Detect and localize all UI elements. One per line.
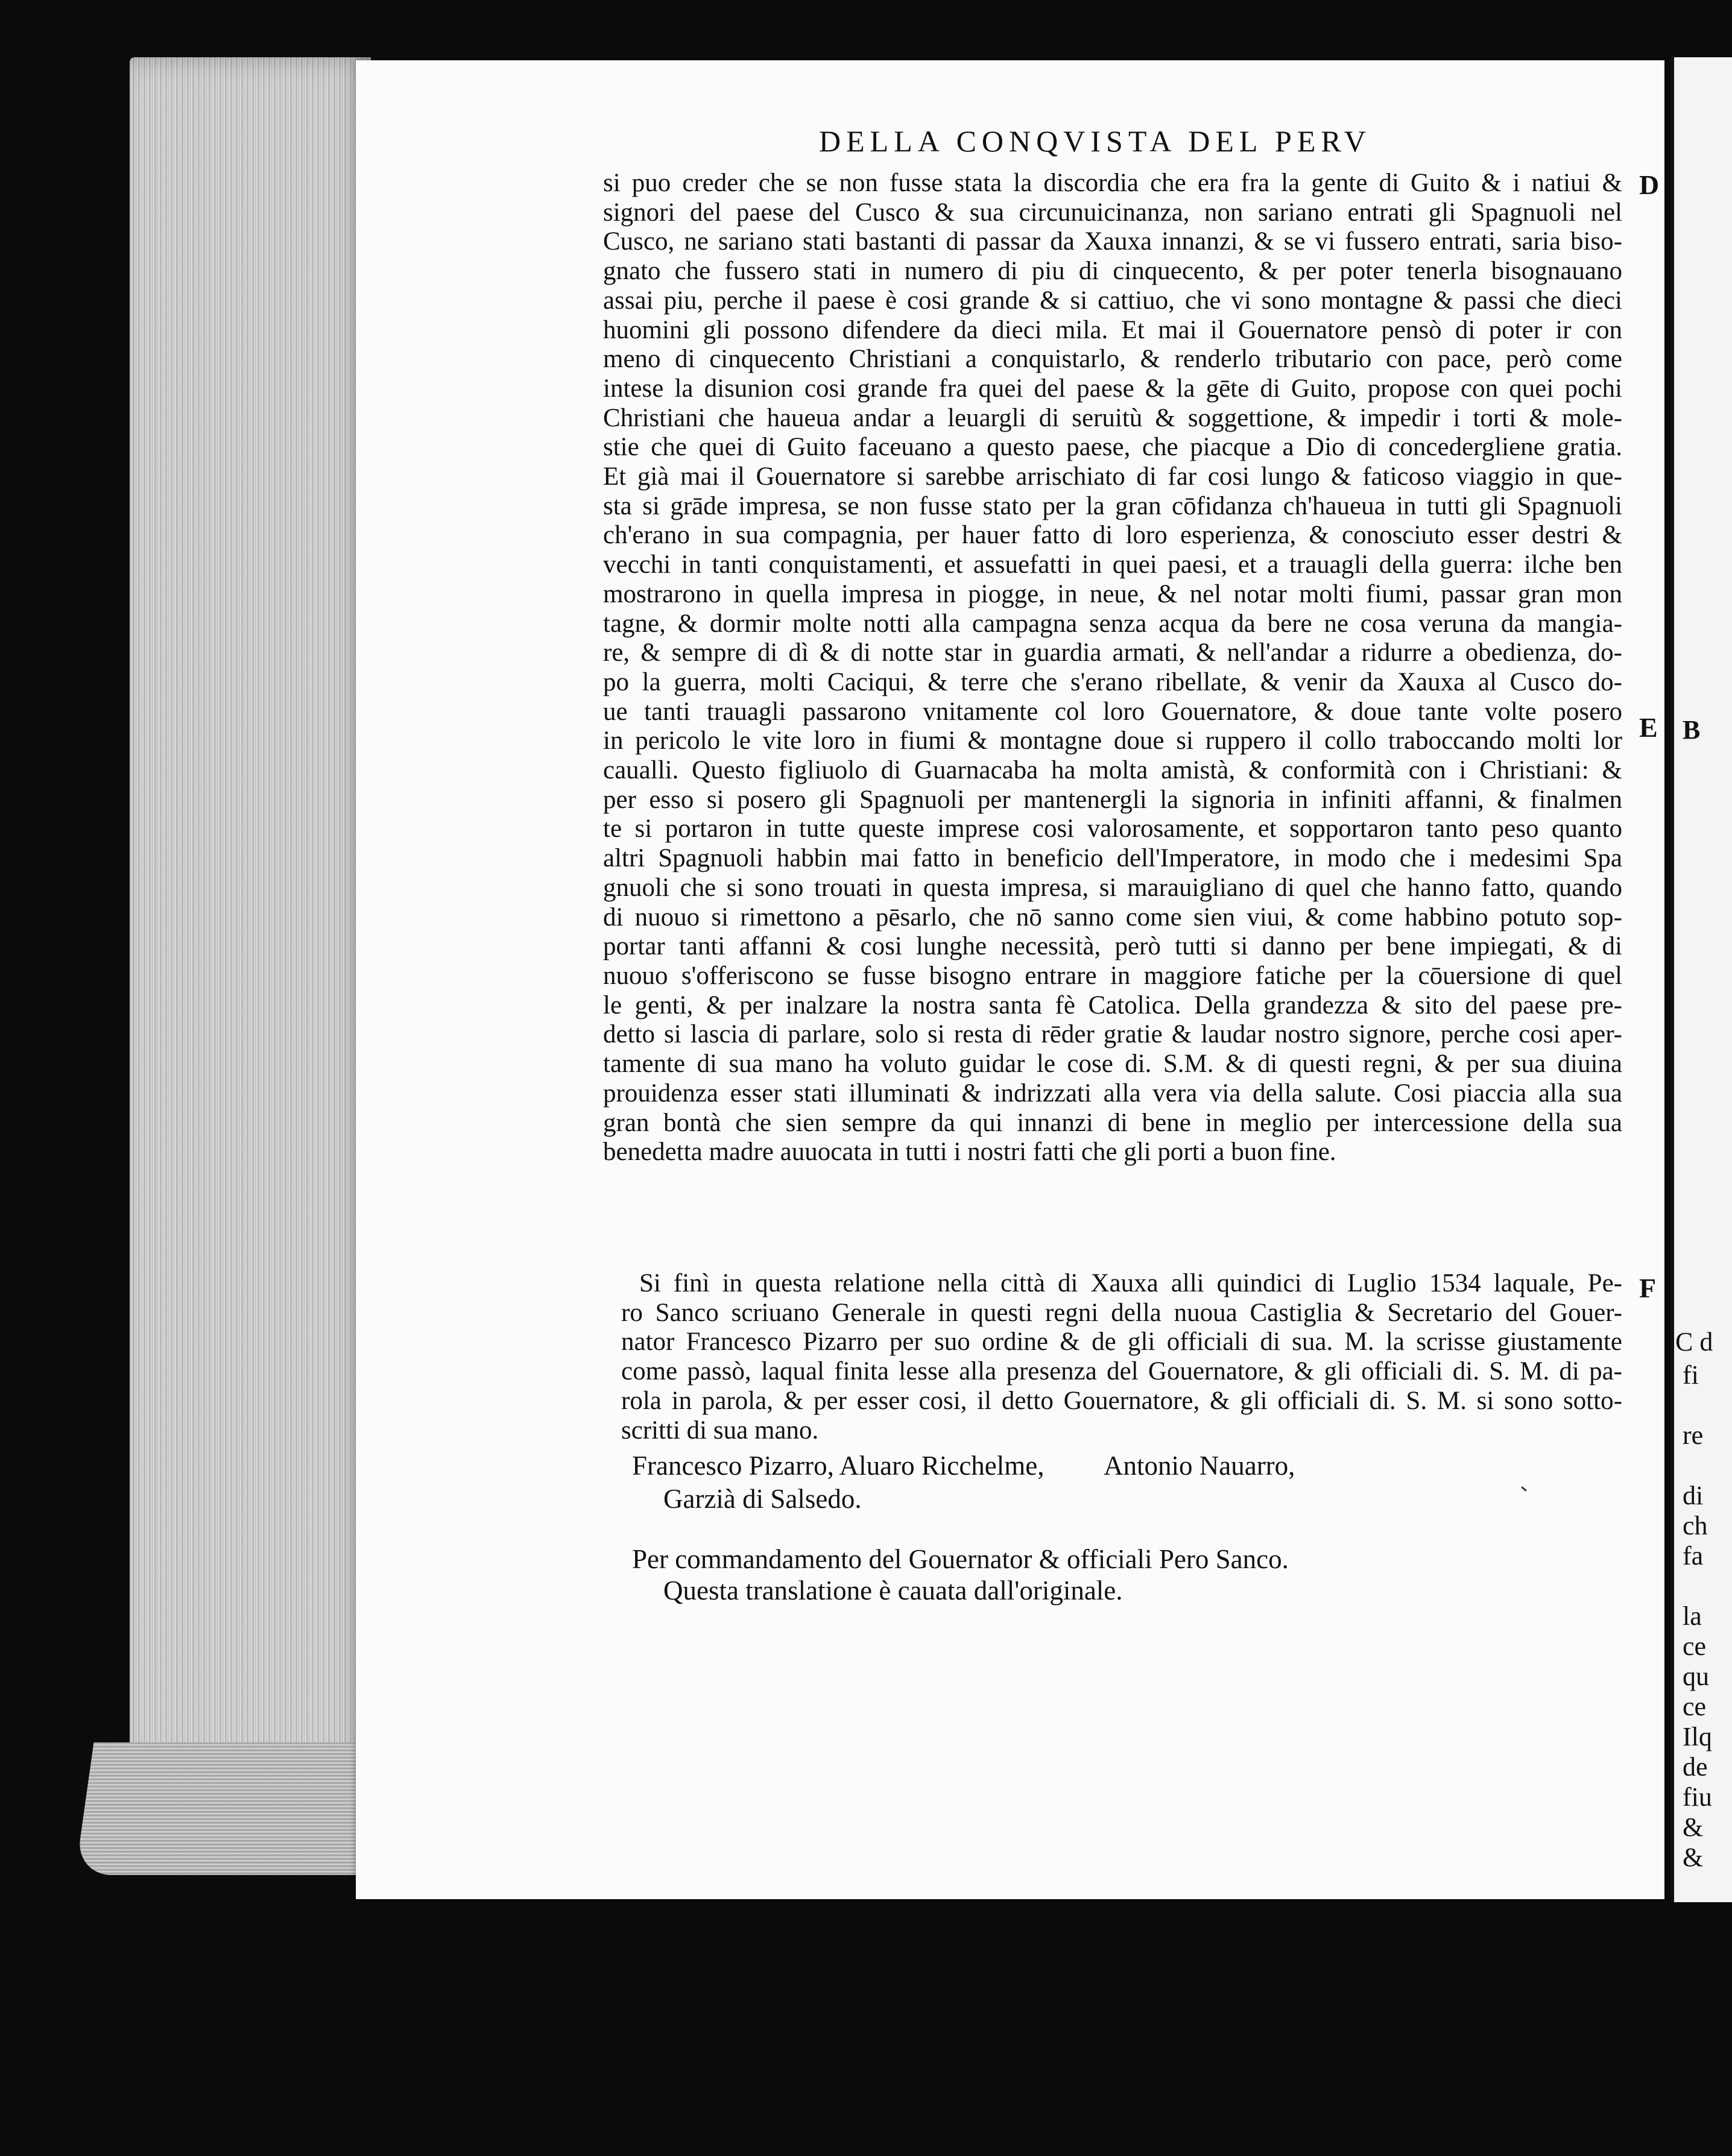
text-line: si puo creder che se non fusse stata la discordia che era fra la gente di Guito & i natiui & bbox=[603, 169, 1622, 197]
text-line: tamente di sua mano ha voluto guidar le cose di. S.M. & di questi regni, & per sua diuina bbox=[603, 1050, 1622, 1079]
text-line: meno di cinquecento Christiani a conquistarlo, & renderlo tributario con pace, però come bbox=[603, 345, 1622, 374]
translation-note: Questa translatione è cauata dall'originale. bbox=[663, 1575, 1123, 1606]
adjacent-page bbox=[1670, 57, 1732, 1902]
adjacent-fragment: de bbox=[1683, 1752, 1708, 1782]
text-line: Cusco, ne sariano stati bastanti di passar da Xauxa innanzi, & se vi fussero entrati, saria biso- bbox=[603, 227, 1622, 256]
text-line: prouidenza esser stati illuminati & indrizzati alla vera via della salute. Cosi piaccia alla sua bbox=[603, 1079, 1622, 1108]
command-line: Per commandamento del Gouernator & officiali Pero Sanco. bbox=[632, 1544, 1289, 1574]
adjacent-fragment: la bbox=[1683, 1601, 1702, 1631]
text-line: gnato che fussero stati in numero di piu di cinquecento, & per poter tenerla bisognauano bbox=[603, 257, 1622, 286]
text-line: nator Francesco Pizarro per suo ordine & de gli officiali di sua. M. la scrisse giustamente bbox=[621, 1328, 1622, 1357]
margin-letter-f: F bbox=[1639, 1273, 1657, 1303]
page-edges bbox=[130, 57, 371, 1872]
text-line: rola in parola, & per esser cosi, il detto Gouernatore, & gli officiali di. S. M. si sono sotto- bbox=[621, 1386, 1622, 1415]
adjacent-fragment: B bbox=[1683, 715, 1701, 745]
text-line: gran bontà che sien sempre da qui innanzi di bene in meglio per intercessione della sua bbox=[603, 1108, 1622, 1137]
text-line: tagne, & dormir molte notti alla campagna senza acqua da bere ne cosa veruna da mangia- bbox=[603, 609, 1622, 638]
adjacent-fragment: & bbox=[1683, 1812, 1704, 1842]
adjacent-fragment: di bbox=[1683, 1481, 1704, 1510]
text-line: Et già mai il Gouernatore si sarebbe arrischiato di far cosi lungo & faticoso viaggio in que- bbox=[603, 462, 1622, 491]
main-text bbox=[603, 169, 1622, 1167]
text-line: vecchi in tanti conquistamenti, et assuefatti in quei paesi, et a trauagli della guerra: ilche ben bbox=[603, 550, 1622, 579]
signatures-line-1b: Antonio Nauarro, bbox=[1104, 1451, 1295, 1481]
running-head: DELLA CONQVISTA DEL PERV bbox=[819, 124, 1371, 158]
closing-paragraph bbox=[621, 1269, 1622, 1445]
text-line: di nuouo si rimettono a pēsarlo, che nō sanno come sien viui, & come habbino potuto sop- bbox=[603, 903, 1622, 931]
text-line: altri Spagnuoli habbin mai fatto in beneficio dell'Imperatore, in modo che i medesimi Spa bbox=[603, 844, 1622, 873]
text-line: scritti di sua mano. bbox=[621, 1416, 819, 1445]
adjacent-fragment: Ilq bbox=[1683, 1722, 1712, 1751]
text-line: come passò, laqual finita lesse alla presenza del Gouernatore, & gli officiali di. S. M. di pa- bbox=[621, 1357, 1622, 1386]
text-line: signori del paese del Cusco & sua circunuicinanza, non sariano entrati gli Spagnuoli nel bbox=[603, 198, 1622, 227]
adjacent-fragment: ce bbox=[1683, 1692, 1707, 1721]
text-line: ro Sanco scriuano Generale in questi regni della nuoua Castiglia & Secretario del Gouer- bbox=[621, 1298, 1622, 1327]
adjacent-fragment: fa bbox=[1683, 1541, 1704, 1571]
text-line: in pericolo le vite loro in fiumi & montagne doue si ruppero il collo traboccando molti lor bbox=[603, 727, 1622, 755]
text-line: detto si lascia di parlare, solo si resta di rēder gratie & laudar nostro signore, perche cosi aper- bbox=[603, 1020, 1622, 1049]
text-line: intese la disunion cosi grande fra quei del paese & la gēte di Guito, propose con quei pochi bbox=[603, 374, 1622, 403]
text-line: Si finì in questa relatione nella città di Xauxa alli quindici di Luglio 1534 laquale, Pe- bbox=[639, 1269, 1622, 1297]
adjacent-fragment: fiu bbox=[1683, 1782, 1712, 1812]
text-line: mostrarono in quella impresa in piogge, in neue, & nel notar molti fiumi, passar gran mon bbox=[603, 579, 1622, 608]
text-line: huomini gli possono difendere da dieci mila. Et mai il Gouernatore pensò di poter ir con bbox=[603, 315, 1622, 344]
text-line: nuouo s'offeriscono se fusse bisogno entrare in maggiore fatiche per la cōuersione di quel bbox=[603, 961, 1622, 990]
adjacent-fragment: C d bbox=[1675, 1327, 1713, 1357]
signatures-line-1: Francesco Pizarro, Aluaro Ricchelme, bbox=[632, 1451, 1045, 1481]
text-line: benedetta madre auuocata in tutti i nostri fatti che gli porti a buon fine. bbox=[603, 1138, 1336, 1167]
text-line: gnuoli che si sono trouati in questa impresa, si marauigliano di quel che hanno fatto, quando bbox=[603, 873, 1622, 902]
text-line: ue tanti trauagli passarono vnitamente col loro Gouernatore, & doue tante volte posero bbox=[603, 697, 1622, 726]
text-line: sta si grāde impresa, se non fusse stato per la gran cōfidanza ch'haueua in tutti gli Spagnuoli bbox=[603, 491, 1622, 520]
adjacent-fragment: ce bbox=[1683, 1631, 1707, 1661]
signatures-line-2: Garzià di Salsedo. bbox=[663, 1484, 862, 1514]
text-line: stie che quei di Guito faceuano a questo paese, che piacque a Dio di concedergliene gratia. bbox=[603, 433, 1622, 462]
book-bottom-edges bbox=[75, 1742, 378, 1875]
adjacent-fragment: & bbox=[1683, 1842, 1704, 1872]
adjacent-fragment: re bbox=[1683, 1420, 1704, 1450]
text-line: le genti, & per inalzare la nostra santa fè Catolica. Della grandezza & sito del paese pre- bbox=[603, 991, 1622, 1020]
text-line: per esso si posero gli Spagnuoli per mantenergli la signoria in infiniti affanni, & finalmen bbox=[603, 785, 1622, 814]
text-line: po la guerra, molti Caciqui, & terre che s'erano ribellate, & venir da Xauxa al Cusco do- bbox=[603, 667, 1622, 696]
text-line: te si portaron in tutte queste imprese cosi valorosamente, et sopportaron tanto peso quanto bbox=[603, 815, 1622, 843]
margin-letter-d: D bbox=[1639, 169, 1660, 200]
adjacent-fragment: ch bbox=[1683, 1511, 1708, 1540]
adjacent-fragment: qu bbox=[1683, 1662, 1709, 1691]
text-line: assai piu, perche il paese è cosi grande & si cattiuo, che vi sono montagne & passi che dieci bbox=[603, 286, 1622, 315]
adjacent-fragment: fi bbox=[1683, 1360, 1699, 1390]
text-line: portar tanti affanni & cosi lunghe necessità, però tutti si danno per bene impiegati, & di bbox=[603, 932, 1622, 961]
text-line: ch'erano in sua compagnia, per hauer fatto di loro esperienza, & conosciuto esser destri & bbox=[603, 521, 1622, 550]
text-line: re, & sempre di dì & di notte star in guardia armati, & nell'andar a ridurre a obedienza, do- bbox=[603, 638, 1622, 667]
text-line: caualli. Questo figliuolo di Guarnacaba ha molta amistà, & conformità con i Christiani: & bbox=[603, 756, 1622, 785]
text-line: Christiani che haueua andar a leuargli di seruitù & soggettione, & impedir i torti & mole- bbox=[603, 403, 1622, 432]
margin-letter-e: E bbox=[1639, 712, 1658, 743]
